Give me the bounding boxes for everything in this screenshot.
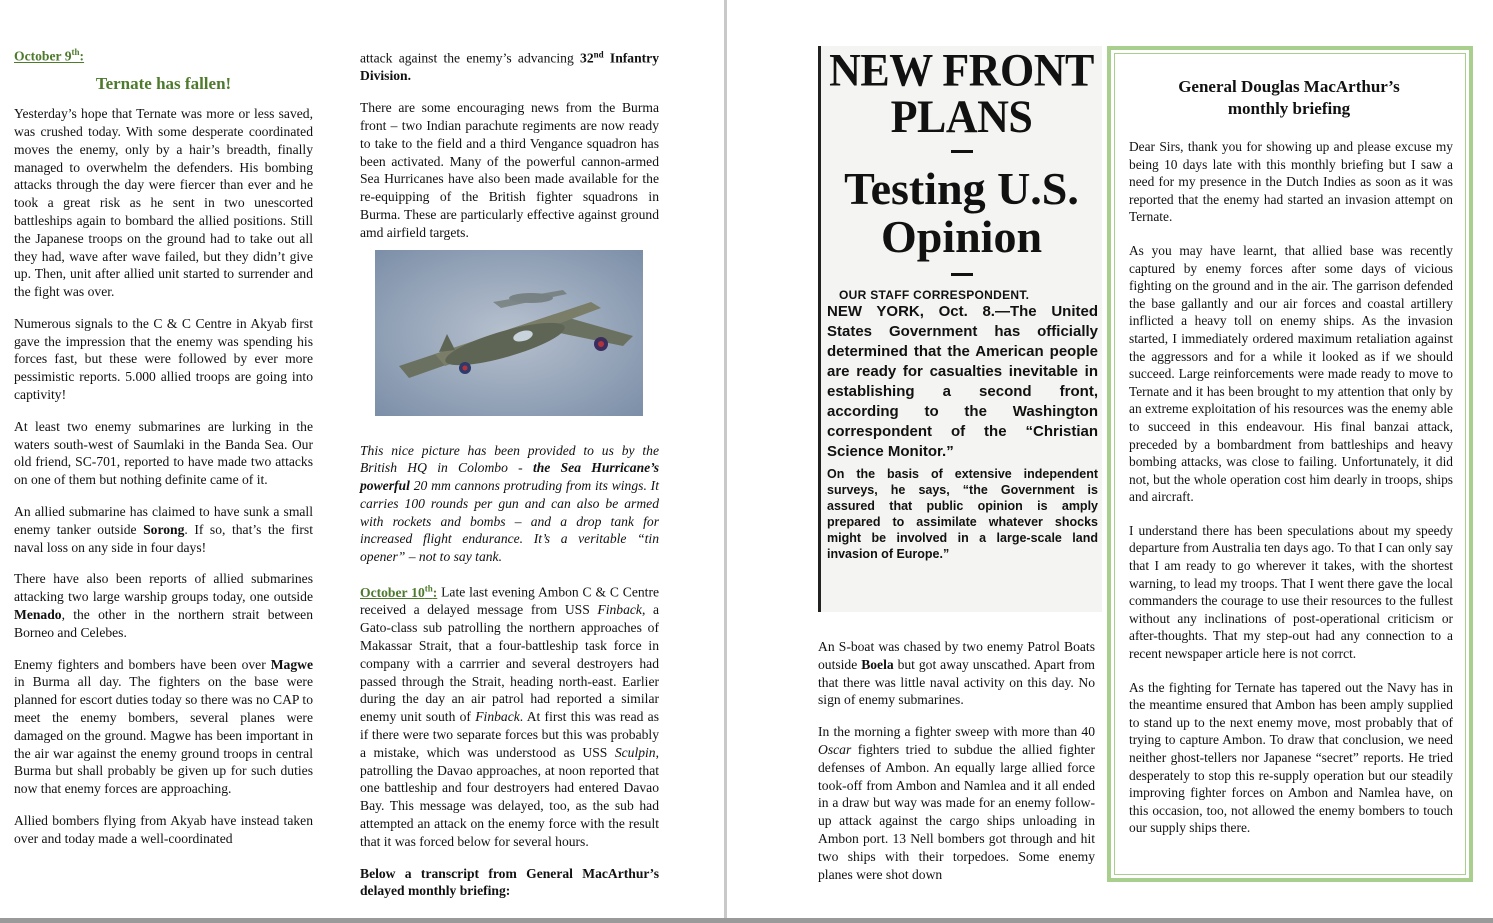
dateline-text: October 10 <box>360 584 425 600</box>
paragraph <box>818 638 1095 709</box>
division-name: Infantry Division. <box>360 50 659 84</box>
text-run: , patrolling the Davao approaches, at noon reported that one battleship and four destroyers had entered Davao Bay. This message was delayed, too, as the sub had attempted an attack on the enemy force with the result that it was forced below for several hours. <box>360 744 659 849</box>
paragraph <box>818 723 1095 883</box>
paragraph: There are some encouraging news from the Burma front – two Indian parachute regiments are now ready to take to the field and a third Vengance squadron has been activated. Many of the powerful cannon-armed Sea Hurricanes have also been made available for the re-equipping of the British fighter squadrons in Burma. These are particularly effective against ground amd airfield targets. <box>360 100 659 240</box>
text-run: fighters tried to subdue the allied fighter defenses of Ambon. An equally large allied force took-off from Ambon and Namlea and it all ended in a draw but way was made for an enemy follow-up attack against the cargo ships unloading in Ambon port. 13 Nell bombers got through and hit two ships with their torpedoes. Some enemy planes were shot down <box>818 741 1095 882</box>
text-run: An S-boat was chased by two enemy Patrol Boats outside <box>818 639 1095 672</box>
paragraph <box>14 503 313 556</box>
bottom-edge <box>0 918 1493 923</box>
briefing-title <box>1129 76 1449 120</box>
dateline-sup: th <box>424 583 433 594</box>
ship-name: Sculpin <box>614 744 656 760</box>
dateline-sup: th <box>71 47 80 57</box>
ship-name: Finback <box>475 709 520 725</box>
place-name: Menado <box>14 607 62 623</box>
dateline-suffix: : <box>432 584 438 600</box>
dateline-october-9 <box>14 44 313 65</box>
dateline-october-10 <box>360 585 437 600</box>
column-left <box>14 44 313 862</box>
paragraph: Numerous signals to the C & C Centre in Akyab first gave the impression that the enemy was spending his forces fast, but these were followed by ever more pessimistic reports. 5.000 allied troops are going into captivity! <box>14 315 313 403</box>
place-name: Boela <box>861 656 894 672</box>
text-run: , the other in the northern strait between Borneo and Celebes. <box>14 607 313 640</box>
sea-hurricane-photo <box>375 250 643 416</box>
text-run-bold: the Sea Hurricane’s powerful <box>360 460 659 494</box>
photo-caption <box>360 442 659 567</box>
dateline-text: October 9 <box>14 48 72 64</box>
clipping-divider <box>951 273 973 276</box>
paragraph: Yesterday’s hope that Ternate was more or less saved, was crushed today. With some desperate coordinated moves the enemy, only by a hair’s breadth, finally managed to overwhelm the defenders. His bombing attacks through the day were fiercer than ever and he took a great risk as he sent in two unescorted battleships again to bombard the allied positions. Still the Japanese troops on the ground had to take out all they had, wave after wave failed, but they didn’t give up. Then, unit after allied unit started to surrender and the fight was over. <box>14 106 313 300</box>
column-middle <box>360 46 659 914</box>
clipping-subtitle: Testing U.S. Opinion <box>844 163 1079 262</box>
clipping-byline: OUR STAFF CORRESPONDENT. <box>839 288 1030 302</box>
briefing-title-line: General Douglas MacArthur’s <box>1178 77 1400 96</box>
briefing-body <box>1129 138 1453 853</box>
text-run: in Burma all day. The fighters on the base were planned for escort duties today so there was no CAP to meet the enemy bombers, several planes were damaged on the ground. Magwe has been important in the air war against the enemy ground troops in central Burma but shall probably be given up for such duties now that enemy forces are approaching. <box>14 674 313 797</box>
aircraft-name: Oscar <box>818 741 852 757</box>
clipping-body: On the basis of extensive independent surveys, he says, “the Government is assured that public opinion is amply prepared to assimilate whatever shocks might be involved in a large-scale land invasion of Europe.” <box>827 467 1098 561</box>
paragraph: Dear Sirs, thank you for showing up and please excuse my being 10 days late with this monthly briefing but I saw a need for my presence in the Dutch Indies as soon as it was reported that the enemy had started an invasion attempt on Ternate. <box>1129 139 1453 225</box>
briefing-box <box>1107 46 1473 882</box>
left-page <box>0 0 725 923</box>
clipping-body: NEW YORK, Oct. 8.—The United States Government has officially determined that the American people are ready for casualties inevitable in establishing a second front, according to the Washington correspondent of the “Christian Science Monitor.” <box>827 303 1098 460</box>
paragraph: I understand there has been speculations about my speedy departure from Australia ten days ago. To that I can only say that I am ready to go wherever it takes, with the shortest warning, to lead my troops. That I went there gave the local commanders the courage to use their resources to the fullest without any inclinations of post-operational criticism or after-thoughts. That my step-out had any connection to a recent newspaper article here is not corrct. <box>1129 522 1453 662</box>
text-run: In the morning a fighter sweep with more than 40 <box>818 724 1095 740</box>
text-run: There have also been reports of allied submarines attacking two large warship groups today, one outside <box>14 571 313 605</box>
clipping-divider <box>951 150 973 153</box>
text-run: . At first this was read as if there were two separate forces but this was probably a mistake, which was understood as USS <box>360 709 660 760</box>
division-number: 32 <box>580 50 594 66</box>
text-run: This nice picture has been provided to us by the British HQ in Colombo - <box>360 442 659 476</box>
text-run: , a Gato-class sub patrolling the northern approaches of Makassar Strait, that a four-battleship task force in company with a carrrier and several destroyers had passed through the Strait, heading north-east. Earlier during the day an air patrol had reported a similar enemy unit south of <box>360 602 659 725</box>
text-run: Late last evening Ambon C & C Centre received a delayed message from USS <box>360 584 659 618</box>
article-headline: Ternate has fallen! <box>95 74 232 94</box>
dateline-suffix: : <box>79 48 85 64</box>
paragraph: Allied bombers flying from Akyab have instead taken over and today made a well-coordinated <box>14 813 313 846</box>
text-run: Enemy fighters and bombers have been over <box>14 656 271 672</box>
paragraph-bold: Below a transcript from General MacArthur’s delayed monthly briefing: <box>360 865 659 899</box>
text-run: 20 mm cannons protruding from its wings. It carries 100 rounds per gun and can also be armed with rockets and bombs – and a drop tank for increased flight endurance. It’s a veritable “tin opener” – not to say tank. <box>360 478 659 565</box>
text-run: An allied submarine has claimed to have sunk a small enemy tanker outside <box>14 504 313 537</box>
clipping-title: NEW FRONT PLANS <box>829 46 1094 143</box>
ship-name: Finback <box>597 602 642 618</box>
place-name: Sorong <box>143 521 185 537</box>
paragraph: As the fighting for Ternate has tapered out the Navy has in the meantime ensured that Ambon has been amply supplied to stand up to the next enemy move, most probably that of trying to capture Ambon. To draw that conclusion, we need neither ghost-tellers nor Japanese “secret” reports. He tried desperately to stop this re-supply operation but our steadily improving fighter forces on Ambon and Namlea have, on this occasion, too, not allowed the enemy bombers to touch our supply ships there. <box>1129 679 1453 836</box>
paragraph <box>14 570 313 641</box>
text-run: . If so, that’s the first naval loss on any side in four days! <box>14 521 313 555</box>
paragraph: At least two enemy submarines are lurking in the waters south-west of Saumlaki in the Banda Sea. Our old friend, SC-701, reported to have made two attacks on one of them but nothing definite came of it. <box>14 418 313 488</box>
briefing-title-line: monthly briefing <box>1227 99 1351 118</box>
newspaper-clipping <box>818 46 1102 612</box>
aircraft-photo-icon <box>375 250 643 416</box>
paragraph <box>360 46 659 85</box>
ordinal-sup: nd <box>593 49 604 59</box>
paragraph <box>360 580 659 850</box>
paragraph <box>14 656 313 798</box>
column-right <box>818 638 1095 897</box>
paragraph: As you may have learnt, that allied base was recently captured by enemy forces after some days of vicious fighting on the ground and in the air. The garrison defended the base gallantly and our air forces and coastal artillery inflicted a heavy toll on enemy ships. As the invasion started, I immediately ordered maximum retaliation against the aggressors and for a while it looked as if we should succeed. Large reinforcements were made ready to move to Ternate and it has been brought to my attention that only by an extreme exploitation of his resources was the enemy able to succeed in this endeavour. His final banzai attack, preceded by a bombardment from battleships and heavy bombing attacks, was close to failing. Unfortunately, it did not, but the whole operation cost him dearly in troops, ships and aircraft. <box>1129 242 1453 505</box>
text-run: attack against the enemy’s advancing <box>360 50 581 66</box>
place-name: Magwe <box>270 656 313 672</box>
text-run: but got away unscathed. Apart from that there was little naval activity on this day. No sign of enemy submarines. <box>818 656 1095 708</box>
